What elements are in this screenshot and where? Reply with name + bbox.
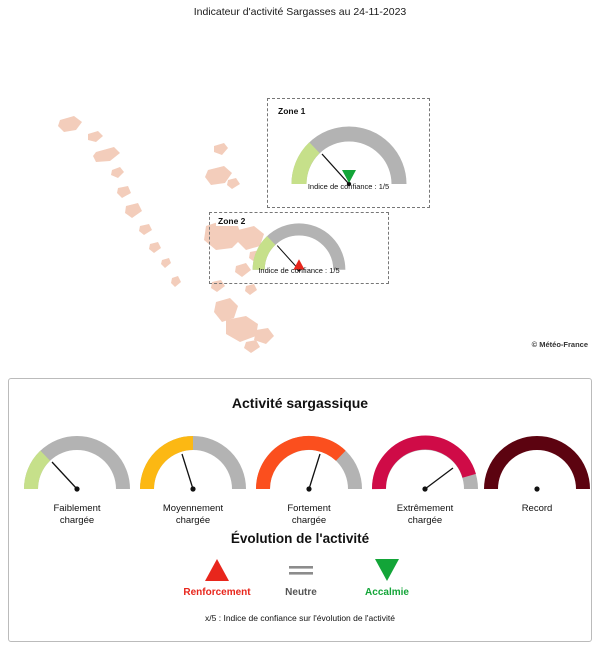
page-title: Indicateur d'activité Sargasses au 24-11-2023 — [193, 6, 407, 18]
zone-1-gauge — [291, 126, 407, 188]
gauge-icon — [137, 427, 249, 497]
legend-evolution-2-label: Accalmie — [365, 587, 409, 598]
legend-evolution-0-label: Renforcement — [183, 587, 251, 598]
zone-1-confidence: Indice de confiance : 1/5 — [307, 182, 390, 191]
legend-panel — [8, 378, 592, 642]
legend-level-0 — [21, 427, 133, 526]
gauge-icon — [253, 427, 365, 497]
legend-level-4 — [481, 427, 593, 514]
zone-2-label: Zone 2 — [218, 216, 246, 226]
legend-evolution-1-label: Neutre — [285, 587, 317, 598]
gauge-icon — [369, 427, 481, 497]
copyright-notice: © Météo-France — [531, 340, 588, 349]
legend-level-3 — [369, 427, 481, 526]
legend-activity-title: Activité sargassique — [231, 395, 369, 411]
legend-level-0-label: Faiblement chargée — [53, 503, 101, 526]
map-panel — [0, 30, 600, 360]
zone-2-confidence: Indice de confiance : 1/5 — [258, 266, 340, 275]
legend-level-3-label: Extrêmement chargée — [396, 503, 454, 526]
triangle-down-icon — [327, 557, 447, 583]
legend-level-1 — [137, 427, 249, 526]
legend-evolution-title: Évolution de l'activité — [230, 531, 370, 546]
legend-level-2-label: Fortement chargée — [287, 503, 331, 526]
legend-level-2 — [253, 427, 365, 526]
gauge-icon — [21, 427, 133, 497]
gauge-icon — [481, 427, 593, 497]
legend-footnote: x/5 : Indice de confiance sur l'évolution de l'activité — [205, 613, 395, 623]
legend-level-1-label: Moyennement chargée — [162, 503, 224, 526]
zone-1-label: Zone 1 — [278, 106, 306, 116]
legend-level-4-label: Record — [521, 503, 553, 514]
